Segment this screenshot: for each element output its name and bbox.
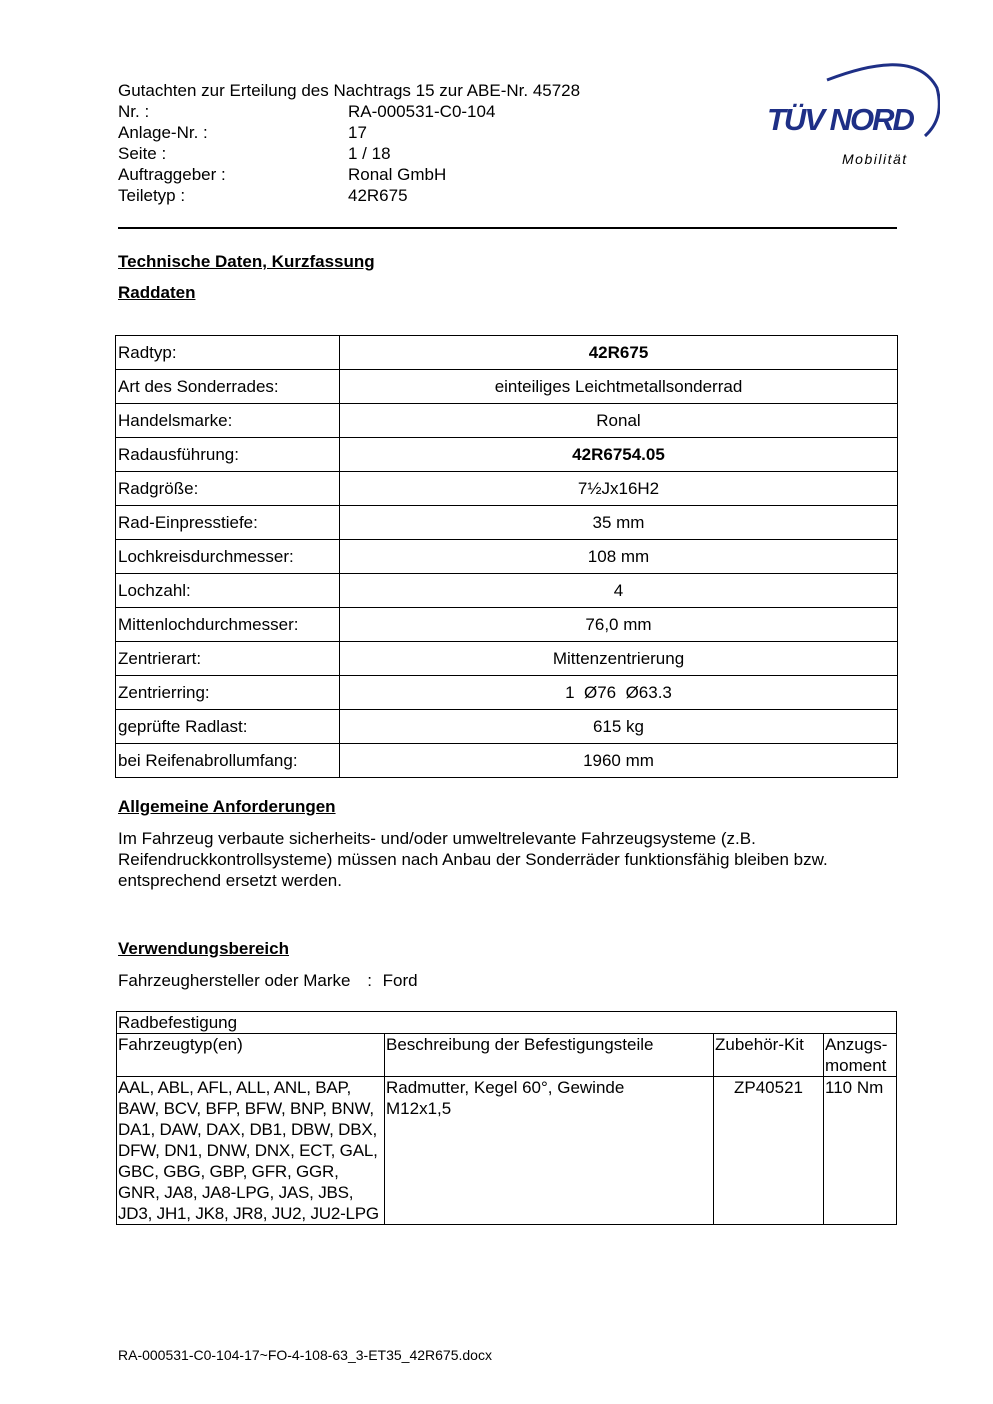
column-header-vehicle-types: Fahrzeugtyp(en)	[117, 1034, 385, 1077]
table-row	[116, 472, 898, 506]
logo-sub-text: Mobilität	[842, 151, 908, 167]
table-key-cell: bei Reifenabrollumfang:	[116, 744, 340, 778]
section-title-allgemeine-anforderungen: Allgemeine Anforderungen	[118, 797, 336, 816]
torque-cell: 110 Nm	[824, 1077, 897, 1225]
table-caption-row	[117, 1012, 897, 1034]
table-value-cell: 7½Jx16H2	[340, 472, 898, 506]
table-key-cell: Mittenlochdurchmesser:	[116, 608, 340, 642]
table-value-cell: 108 mm	[340, 540, 898, 574]
table-row	[116, 438, 898, 472]
header-field-seite	[118, 143, 391, 164]
table-row	[116, 744, 898, 778]
manufacturer-line	[118, 970, 418, 991]
table-key-cell: Handelsmarke:	[116, 404, 340, 438]
table-row	[116, 710, 898, 744]
kit-cell: ZP40521	[714, 1077, 824, 1225]
table-value-cell: 42R6754.05	[340, 438, 898, 472]
table-value-cell: 1 Ø76 Ø63.3	[340, 676, 898, 710]
vehicle-types-cell: AAL, ABL, AFL, ALL, ANL, BAP, BAW, BCV, BFP, BFW, BNP, BNW, DA1, DAW, DAX, DB1, DBW, DBX, DFW, DN1, DNW, DNX, ECT, GAL, GBC, GBG, GBP, GFR, GGR, GNR, JA8, JA8-LPG, JAS, JBS, JD3, JH1, JK8, JR8, JU2, JU2-LPG	[117, 1077, 385, 1225]
table-row	[116, 676, 898, 710]
table-value-cell: Mittenzentrierung	[340, 642, 898, 676]
header-field-value: 42R675	[348, 186, 408, 205]
header-field-teiletyp	[118, 185, 408, 206]
table-key-cell: Rad-Einpresstiefe:	[116, 506, 340, 540]
tuev-nord-logo	[765, 58, 940, 173]
table-row	[116, 642, 898, 676]
table-row	[116, 336, 898, 370]
table-value-cell: 4	[340, 574, 898, 608]
header-field-anlage	[118, 122, 367, 143]
table-row	[116, 506, 898, 540]
table-key-cell: Radgröße:	[116, 472, 340, 506]
manufacturer-value: Ford	[382, 971, 418, 990]
table-value-cell: Ronal	[340, 404, 898, 438]
header-field-auftraggeber	[118, 164, 447, 185]
table-key-cell: Art des Sonderrades:	[116, 370, 340, 404]
table-row	[116, 574, 898, 608]
document-title: Gutachten zur Erteilung des Nachtrags 15 zur ABE-Nr. 45728	[118, 81, 581, 100]
table-row	[116, 540, 898, 574]
table-value-cell: 76,0 mm	[340, 608, 898, 642]
header-field-value: RA-000531-C0-104	[348, 102, 496, 121]
column-header-torque-line: Anzugs-	[825, 1035, 888, 1054]
section-title-verwendungsbereich: Verwendungsbereich	[118, 939, 289, 958]
section-title-technische-daten: Technische Daten, Kurzfassung	[118, 252, 375, 271]
header-field-value: Ronal GmbH	[348, 165, 447, 184]
table-row	[116, 608, 898, 642]
table-value-cell: einteiliges Leichtmetallsonderrad	[340, 370, 898, 404]
logo-brand-text: TÜV NORD	[767, 102, 913, 137]
table-key-cell: Zentrierart:	[116, 642, 340, 676]
mounting-table	[116, 1011, 897, 1225]
table-caption: Radbefestigung	[117, 1012, 897, 1034]
table-key-cell: geprüfte Radlast:	[116, 710, 340, 744]
table-key-cell: Radtyp:	[116, 336, 340, 370]
column-header-torque	[824, 1034, 897, 1077]
table-key-cell: Zentrierring:	[116, 676, 340, 710]
general-requirements-text: Im Fahrzeug verbaute sicherheits- und/oder umweltrelevante Fahrzeugsysteme (z.B. Reifendruckkontrollsysteme) müssen nach Anbau der Sonderräder funktionsfähig bleiben bzw. entsprechend ersetzt werden.	[118, 829, 828, 890]
header-field-label: Anlage-Nr. :	[118, 123, 208, 142]
table-header-row	[117, 1034, 897, 1077]
table-value-cell: 1960 mm	[340, 744, 898, 778]
column-header-torque-line: moment	[825, 1056, 887, 1075]
fastener-description-cell: Radmutter, Kegel 60°, Gewinde M12x1,5	[385, 1077, 714, 1225]
table-row	[116, 404, 898, 438]
column-header-kit: Zubehör-Kit	[714, 1034, 824, 1077]
header-field-label: Nr. :	[118, 102, 150, 121]
header-field-value: 1 / 18	[348, 144, 391, 163]
header-divider	[118, 227, 897, 229]
table-row	[116, 370, 898, 404]
table-key-cell: Lochkreisdurchmesser:	[116, 540, 340, 574]
table-key-cell: Lochzahl:	[116, 574, 340, 608]
header-field-label: Teiletyp :	[118, 186, 186, 205]
table-row	[117, 1077, 897, 1225]
column-header-description: Beschreibung der Befestigungsteile	[385, 1034, 714, 1077]
header-field-label: Auftraggeber :	[118, 165, 226, 184]
section-subtitle-raddaten: Raddaten	[118, 283, 196, 302]
header-field-value: 17	[348, 123, 367, 142]
header-field-nr	[118, 101, 496, 122]
manufacturer-separator: :	[367, 971, 372, 990]
wheel-data-table	[115, 335, 898, 778]
table-value-cell: 42R675	[340, 336, 898, 370]
table-key-cell: Radausführung:	[116, 438, 340, 472]
table-value-cell: 35 mm	[340, 506, 898, 540]
manufacturer-label: Fahrzeughersteller oder Marke	[118, 971, 351, 990]
table-value-cell: 615 kg	[340, 710, 898, 744]
footer-filename: RA-000531-C0-104-17~FO-4-108-63_3-ET35_42R675.docx	[118, 1347, 492, 1363]
header-field-label: Seite :	[118, 144, 167, 163]
